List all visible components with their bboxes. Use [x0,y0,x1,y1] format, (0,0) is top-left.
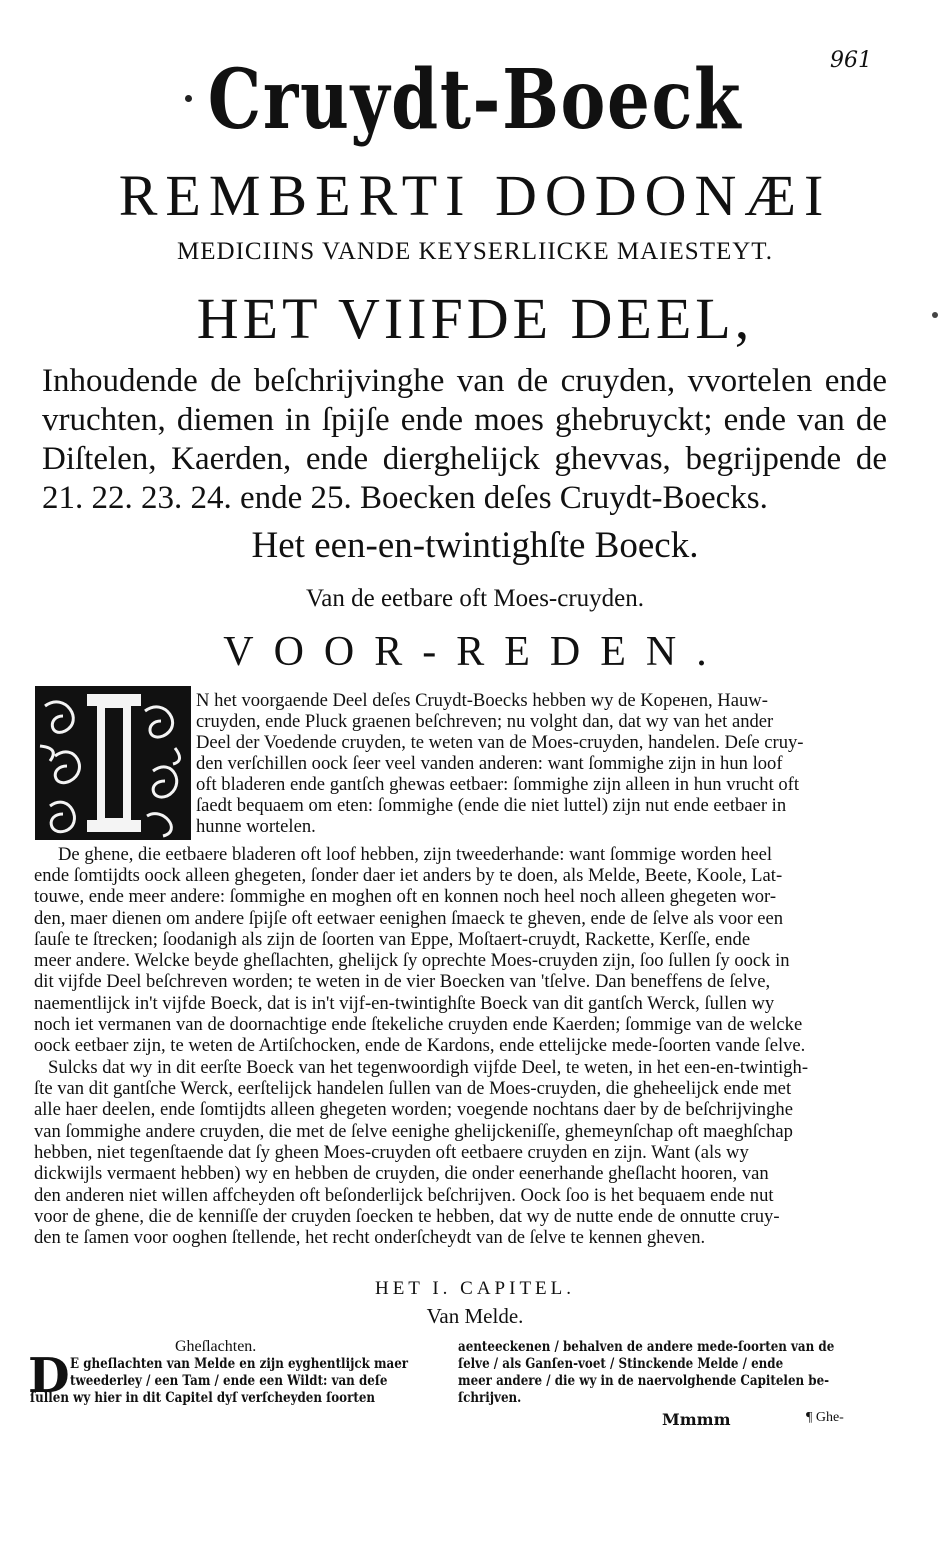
preface-line: N het voorgaende Deel deſes Cruydt-Boecks hebben wy de Koренen, Hauw- [196,690,768,711]
preface-line: den verſchillen oock ſeer veel vanden anderen: want ſommighe zijn in hun loof [196,753,783,774]
book-heading: Het een-en-twintighſte Boeck. [251,525,699,566]
section-heading: Gheſlachten. [175,1338,257,1355]
preface-line: dit vijfde Deel beſchreven worden; te weten in de vier Boecken van 'tſelve. Dan beneffens de ſelve, [34,971,771,992]
preface-line: oock eetbaer zijn, te weten de Artiſchocken, ende de Kardons, ende ettelijcke mede-ſoorten vande ſelve. [34,1035,806,1056]
column-line: ſelve / als Ganſen-voet / Stinckende Melde / ende [458,1356,784,1372]
preface-line: Deel der Voedende cruyden, te weten van de Moes-cruyden, handelen. Deſe cruy- [196,732,804,753]
chapter-heading: HET I. CAPITEL. [374,1278,576,1299]
column-line: E gheſlachten van Melde en zijn eyghentlijck maer [70,1356,409,1372]
part-title: HET VIIFDE DEEL, [196,286,754,351]
preface-line: den anderen niet willen affcheyden oft beſonderlijck beſchrijven. Oock ſoo is het bequaem ende nut [34,1185,774,1206]
preface-line: noch iet vermanen van de doornachtige ende ſtekeliche cruyden ende Kaerden; ſommige van de welcke [34,1014,803,1035]
preface-line: alle haer deelen, ende ſomtijdts alleen ghegeten worden; voegende nochtans daer by de beſchrijvinghe [34,1099,793,1120]
preface-line: den te ſamen voor ooghen ſtellende, het recht onderſcheydt van de ſelve te kennen gheven. [34,1227,706,1248]
part-intro: Inhoudende de beſchrijvinghe van de cruyden, vvortelen ende vruchten, diemen in ſpijſe ende moes ghebruyckt; ende van de Diſtelen, Kaerden, ende dierghelijck ghevvas, begrijpende de 21. 22. 23. 24. ende 25. Boecken deſes Cruydt-Boecks. [42,363,887,516]
preface-line: hunne wortelen. [196,816,316,837]
preface-line: ſaedt bequaem om eten: ſommighe (ende die niet luttel) zijn nut ende eetbaer in [196,795,787,816]
preface-line: oft bladeren ende gantſch ghewas eetbaer: ſommighe zijn alleen in hun vrucht oft [196,774,800,795]
catchword: ¶ Ghe- [806,1410,844,1425]
preface-heading: VOOR-REDEN. [223,629,727,675]
preface-line: ſte van dit gantſche Werck, eerſtelijck handelen ſullen van de Moes-cruyden, die gheheelijck ende met [34,1078,792,1099]
preface-line: touwe, ende meer andere: ſommighe en moghen oft en konnen noch heel noch alleen ghegeten wor- [34,886,777,907]
column-line: ſchrijven. [458,1390,522,1406]
column-line: ſullen wy hier in dit Capitel dyſ verſcheyden ſoorten [30,1390,376,1406]
preface-line: De ghene, die eetbaere bladeren oft loof hebben, zijn tweederhande: want ſommige worden heel [58,844,773,865]
column-line: meer andere / die wy in de naervolghende Capitelen be- [458,1373,830,1389]
author-name: REMBERTI DODONÆI [118,163,832,228]
column-initial: D [28,1348,70,1404]
ornament-icon [35,686,191,840]
column-line: tweederley / een Tam / ende een Wildt: van deſe [70,1373,388,1389]
book-subheading: Van de eetbare oft Moes-cruyden. [305,585,645,612]
preface-line: naementlijck in't vijfde Boeck, dat is in't vijf-en-twintighſte Boeck van dit gantſch Werck, ſullen wy [34,993,775,1014]
preface-line: ende ſomtijdts oock alleen ghegeten, ſonder daer iet anders by te doen, als Melde, Beete, Koole, Lat- [34,865,783,886]
column-line: aenteeckenen / behalven de andere mede-ſoorten van de [458,1339,835,1355]
author-office: MEDICIINS VANDE KEYSERLIICKE MAIESTEYT. [177,238,773,265]
preface-line: voor de ghene, die de kenniſſe der cruyden ſoecken te hebben, dat wy de nutte ende de onnutte cruy- [34,1206,780,1227]
book-title-blackletter: Cruydt-Boeck [207,52,743,148]
preface-line: Sulcks dat wy in dit eerſte Boeck van het tegenwoordigh vijfde Deel, te weten, in het een-en-twintigh- [48,1057,809,1078]
preface-line: van ſommighe andere cruyden, die met de ſelve eenighe ghelijckeniſſe, ghemeynſchap oft maeghſchap [34,1121,793,1142]
decorated-initial [35,686,191,840]
preface-line: cruyden, ende Pluck graenen beſchreven; nu volght dan, dat wy van het ander [196,711,774,732]
preface-line: ſauſe te ſtrecken; ſoodanigh als zijn de ſoorten van Eppe, Moſtaert-cruydt, Rackette, Kerſſe, ende [34,929,751,950]
preface-line: meer andere. Welcke beyde gheſlachten, ghelijck ſy oprechte Moes-cruyden zijn, ſoo ſullen ſy oock in [34,950,790,971]
chapter-subject: Van Melde. [426,1304,524,1328]
preface-line: dickwijls vermaent hebben) wy en hebben de cruyden, die onder eenerhande gheſlacht hooren, van [34,1163,769,1184]
preface-line: hebben, niet tegenſtaende dat ſy gheen Moes-cruyden oft eetbaere cruyden en zijn. Want (als wy [34,1142,749,1163]
page-number: 961 [830,48,872,73]
signature-mark: Mmmm [662,1410,731,1429]
preface-line: den, maer dienen om andere ſpijſe oft eetwaer eenighen ſmaeck te gheven, ende de ſelve als voor een [34,908,784,929]
